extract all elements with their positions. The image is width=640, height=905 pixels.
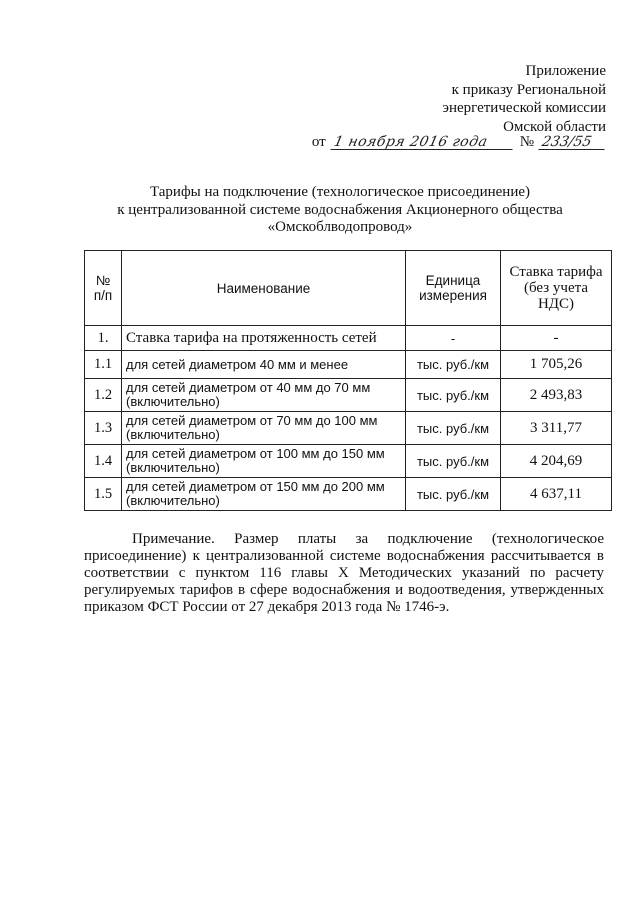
row-num: 1.5	[85, 478, 122, 511]
row-unit: -	[406, 326, 501, 351]
table-row	[85, 478, 612, 511]
handwritten-number: 233/55	[538, 135, 607, 150]
order-reference	[312, 134, 606, 151]
row-name: для сетей диаметром от 150 мм до 200 мм (включительно)	[122, 478, 406, 511]
row-unit: тыс. руб./км	[406, 445, 501, 478]
table-row	[85, 445, 612, 478]
row-rate: 2 493,83	[501, 379, 612, 412]
header-num: № п/п	[85, 251, 122, 326]
annex-line: к приказу Региональной	[451, 81, 606, 98]
header-rate: Ставка тарифа (без учета НДС)	[501, 251, 612, 326]
table-row	[85, 326, 612, 351]
from-label: от	[311, 134, 326, 150]
row-unit: тыс. руб./км	[406, 478, 501, 511]
title-line: к централизованной системе водоснабжения Акционерного общества	[117, 201, 563, 218]
title-line: Тарифы на подключение (технологическое присоединение)	[149, 184, 531, 200]
annex-header	[346, 62, 606, 136]
annex-line: Омской области	[503, 118, 606, 135]
row-num: 1.1	[85, 351, 122, 379]
tariff-table	[84, 250, 612, 511]
row-name: для сетей диаметром от 40 мм до 70 мм (включительно)	[122, 379, 406, 412]
row-num: 1.3	[85, 412, 122, 445]
row-rate: 4 204,69	[501, 445, 612, 478]
title-line: «Омскоблводопровод»	[267, 219, 413, 235]
table-header-row	[85, 251, 612, 326]
row-unit: тыс. руб./км	[406, 412, 501, 445]
header-name: Наименование	[122, 251, 406, 326]
row-name: для сетей диаметром от 70 мм до 100 мм (включительно)	[122, 412, 406, 445]
row-rate: 4 637,11	[501, 478, 612, 511]
table-row	[85, 351, 612, 379]
header-unit: Единица измерения	[406, 251, 501, 326]
row-name: Ставка тарифа на протяженность сетей	[122, 326, 406, 351]
handwritten-date: 1 ноября 2016 года	[330, 135, 515, 150]
row-name: для сетей диаметром от 100 мм до 150 мм (включительно)	[122, 445, 406, 478]
annex-line: энергетической комиссии	[442, 100, 606, 116]
row-num: 1.	[85, 326, 122, 351]
row-unit: тыс. руб./км	[406, 351, 501, 379]
row-num: 1.2	[85, 379, 122, 412]
table-row	[85, 412, 612, 445]
row-rate: -	[501, 326, 612, 351]
annex-title: Приложение	[525, 63, 606, 79]
table-row	[85, 379, 612, 412]
number-label: №	[519, 134, 534, 150]
note-paragraph	[84, 531, 604, 616]
note-text: Примечание. Размер платы за подключение (технологическое присоединение) к централизованной системе водоснабжения рассчитывается в соответствии с пунктом 116 главы X Методических указаний по расчету регулируемых тарифов в сфере водоснабжения и водоотведения, утвержденных приказом ФСТ России от 27 декабря 2013 года № 1746-э.	[84, 531, 604, 615]
row-unit: тыс. руб./км	[406, 379, 501, 412]
row-name: для сетей диаметром 40 мм и менее	[122, 351, 406, 379]
row-num: 1.4	[85, 445, 122, 478]
row-rate: 3 311,77	[501, 412, 612, 445]
document-title	[60, 184, 620, 237]
row-rate: 1 705,26	[501, 351, 612, 379]
